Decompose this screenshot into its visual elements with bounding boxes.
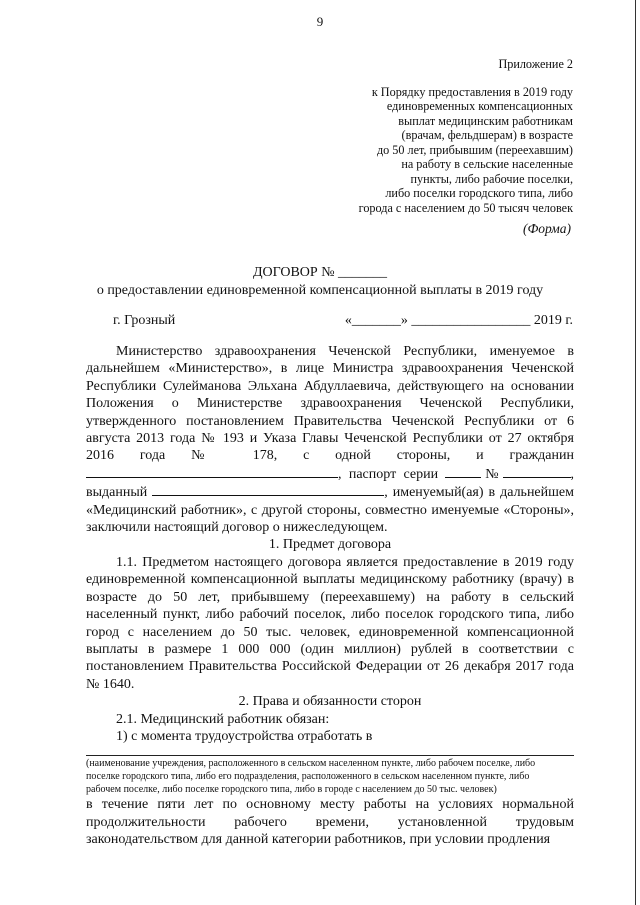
contract-subtitle: о предоставлении единовременной компенсационной выплаты в 2019 году <box>96 283 544 298</box>
passport-label: , паспорт серии <box>338 466 439 482</box>
city: г. Грозный <box>113 313 176 328</box>
city-date-line <box>113 313 573 329</box>
appendix-line: пункты, либо рабочие поселки, <box>410 171 573 186</box>
passport-number-blank[interactable] <box>503 465 571 478</box>
section-1-title: 1. Предмет договора <box>268 537 392 553</box>
scan-edge-line <box>635 0 636 905</box>
appendix-line: единовременных компенсационных <box>386 99 573 113</box>
contract-heading <box>0 264 640 300</box>
passport-series-blank[interactable] <box>445 465 481 478</box>
contract-title: ДОГОВОР № _______ <box>252 265 388 280</box>
contract-body <box>86 343 574 848</box>
section-2-continuation: в течение пяти лет по основному месту работы на условиях нормальной продолжительности рабочего времени, установленной трудовым законодательством для данной категории работников, при условии продления <box>86 797 574 847</box>
footnote-line: (наименование учреждения, расположенного в сельском населенном пункте, либо рабочем поселке, либо <box>86 758 536 770</box>
contract-date: «_______» _________________ 2019 г. <box>344 313 573 328</box>
appendix-line: на работу в сельские населенные <box>401 157 573 171</box>
appendix-line: либо поселки городского типа, либо <box>385 186 573 200</box>
appendix-line: до 50 лет, прибывшим (переехавшим) <box>376 142 573 157</box>
section-2-item-1: 2.1. Медицинский работник обязан: <box>116 711 330 727</box>
appendix-title: Приложение 2 <box>498 57 573 71</box>
preamble-paragraph <box>86 343 574 536</box>
form-label: (Форма) <box>522 221 571 236</box>
appendix-block <box>340 57 573 215</box>
appendix-line: к Порядку предоставления в 2019 году <box>371 84 573 99</box>
appendix-line: выплат медицинским работникам <box>398 113 573 128</box>
footnote-line: поселке городского типа, либо его подразделения, расположенного в сельском населенном пункте, либо <box>86 770 530 782</box>
appendix-line: (врачам, фельдшерам) в возрасте <box>401 128 573 142</box>
institution-footnote <box>86 755 574 796</box>
preamble-text: Министерство здравоохранения Чеченской Республики, именуемое в дальнейшем «Министерство», в лице Министра здравоохранения Чеченской Республики Сулейманова Эльхана Абдуллаевича, действующего на основании Положения о Министерстве здравоохранения Чеченской Республики, утвержденного постановлением Правительства Чеченской Республики от 6 августа 2013 года № 193 и Указа Главы Чеченской Республики от 27 октября 2016 года № 178, с одной стороны, и гражданин <box>86 344 574 464</box>
footnote-line: рабочем поселке, либо поселке городского типа, либо в городе с населением до 50 тыс. человек) <box>86 783 497 795</box>
issued-by-blank[interactable] <box>152 483 384 496</box>
passport-number-label: № <box>481 466 503 482</box>
appendix-line: города с населением до 50 тысяч человек <box>358 200 573 215</box>
section-1-text: 1.1. Предметом настоящего договора является предоставление в 2019 году единовременной компенсационной выплаты медицинскому работнику (врачу) в возрасте до 50 лет, прибывшему (переехавшему) на работу в сельский населенный пункт, либо рабочий поселок, либо поселок городского типа, либо город с населением до 50 тыс. человек, единовременной компенсационной выплаты в размере 1 000 000 (один миллион) рублей в соответствии с постановлением Правительства Российской Федерации от 26 декабря 2017 года № 1640. <box>86 554 574 692</box>
section-2-item-2: 1) с момента трудоустройства отработать в <box>116 728 373 744</box>
section-2-title: 2. Права и обязанности сторон <box>238 694 422 710</box>
issued-label: , выданный <box>86 466 575 501</box>
preamble-text-end: , именуемый(ая) в дальнейшем «Медицинский работник», с другой стороны, совместно именуемые «Стороны», заключили настоящий договор о нижеследующем. <box>86 485 574 536</box>
page-number: 9 <box>316 14 324 29</box>
citizen-name-blank[interactable] <box>86 465 338 478</box>
